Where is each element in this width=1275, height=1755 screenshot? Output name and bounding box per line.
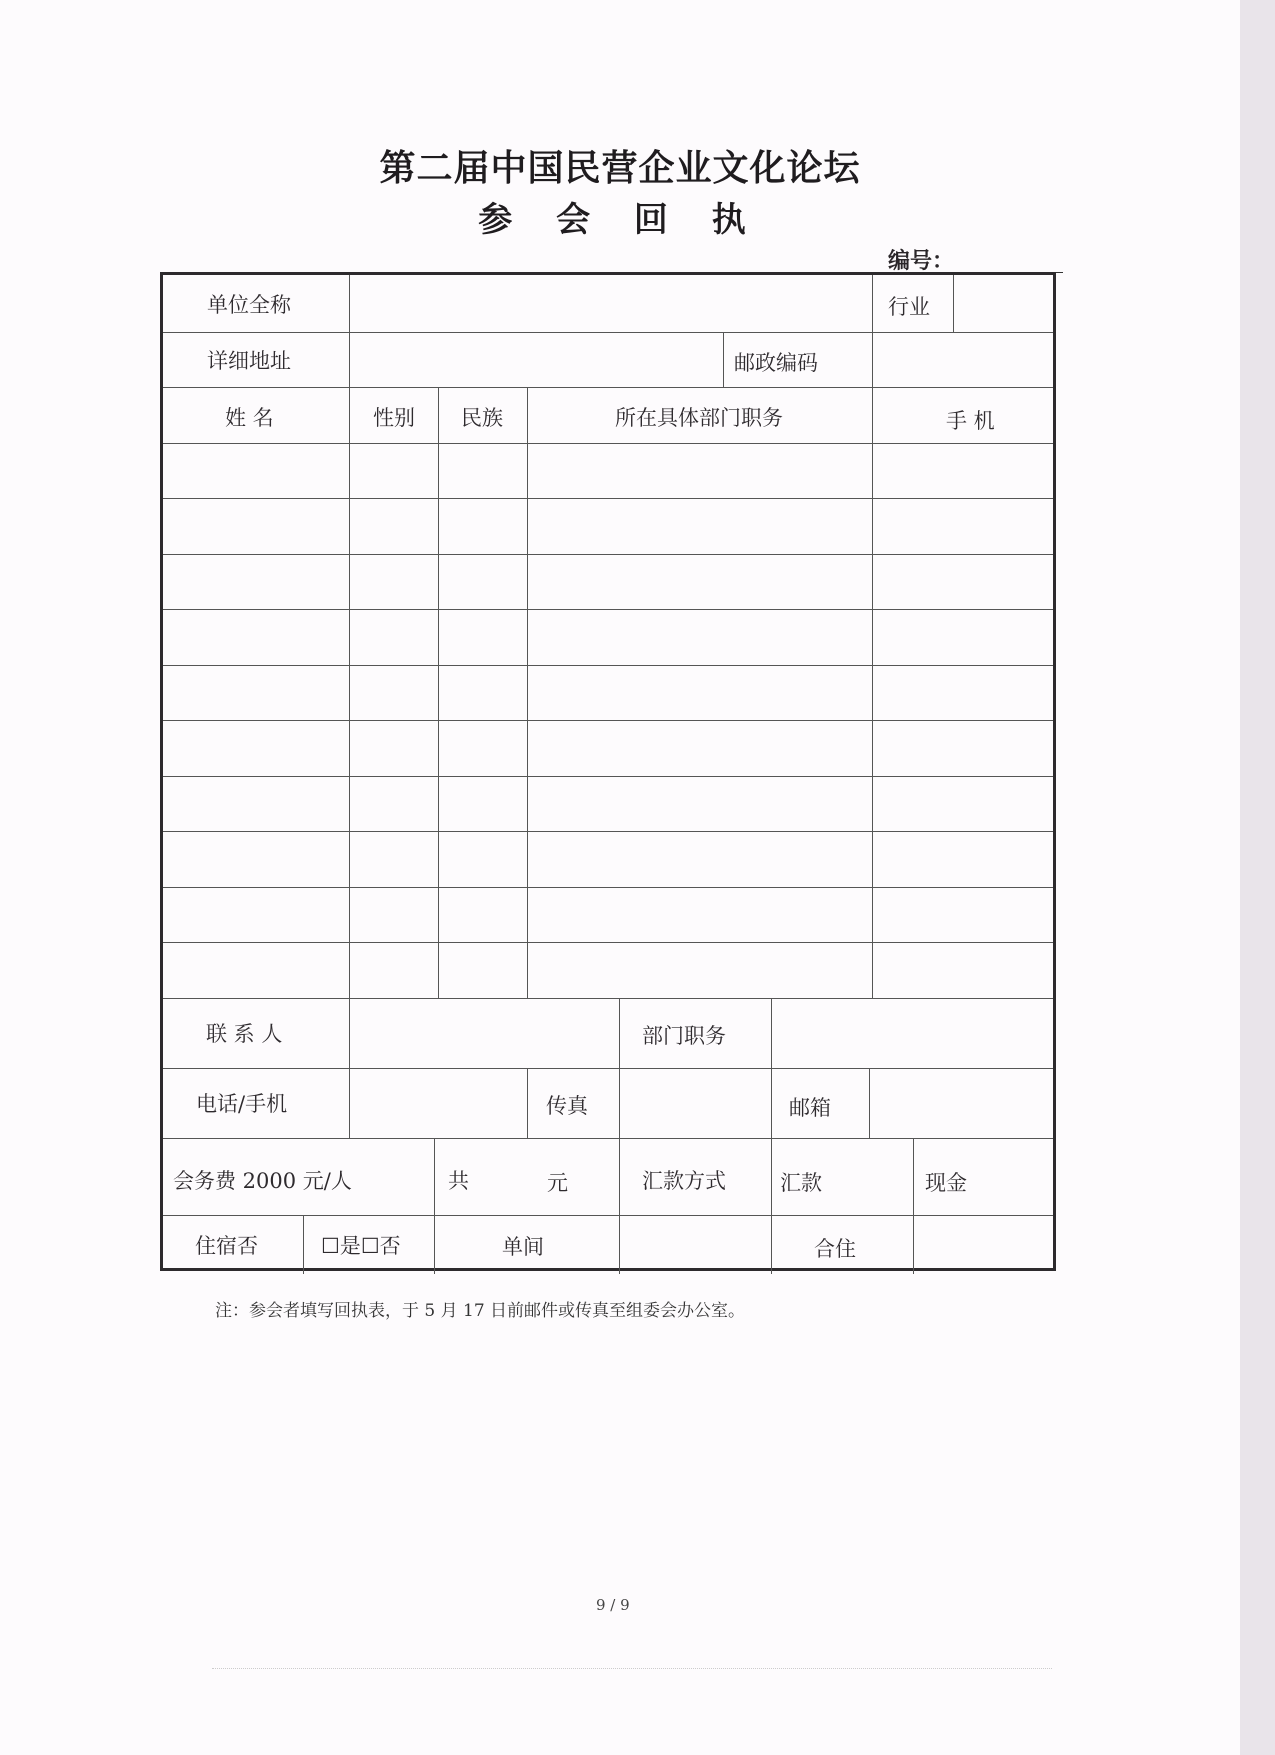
- email-label: 邮箱: [789, 1096, 831, 1120]
- lodging-no-checkbox[interactable]: ☐: [360, 1234, 380, 1258]
- column-header-name: 姓 名: [225, 406, 274, 430]
- org-name-label: 单位全称: [207, 293, 291, 317]
- address-label: 详细地址: [207, 349, 291, 373]
- column-header-dept-position: 所在具体部门职务: [615, 406, 783, 430]
- cash-option: 现金: [925, 1171, 967, 1195]
- fee-label: 会务费 2000 元/人: [173, 1169, 352, 1193]
- column-header-mobile: 手 机: [946, 409, 995, 433]
- column-header-ethnicity: 民族: [461, 406, 503, 430]
- registration-form-table: [160, 272, 1056, 1271]
- serial-number-label: 编号：: [888, 248, 955, 274]
- column-header-gender: 性别: [373, 406, 415, 430]
- page-number: 9 / 9: [596, 1596, 630, 1614]
- fax-label: 传真: [546, 1094, 588, 1118]
- shared-room-label: 合住: [814, 1237, 856, 1261]
- footer-note: 注：参会者填写回执表，于 5 月 17 日前邮件或传真至组委会办公室。: [215, 1301, 746, 1321]
- total-suffix: 元: [547, 1171, 568, 1195]
- document-title: 第二届中国民营企业文化论坛: [379, 147, 861, 189]
- phone-label: 电话/手机: [196, 1092, 288, 1116]
- industry-label: 行业: [888, 295, 930, 319]
- lodging-no-label: 否: [379, 1234, 401, 1258]
- lodging-yes-checkbox[interactable]: ☐: [321, 1234, 340, 1258]
- postcode-label: 邮政编码: [734, 351, 818, 375]
- contact-person-label: 联 系 人: [206, 1022, 283, 1046]
- single-room-label: 单间: [502, 1235, 544, 1259]
- payment-method-label: 汇款方式: [642, 1169, 726, 1193]
- document-subtitle: 参 会 回 执: [478, 200, 762, 240]
- lodging-yes-label: 是: [339, 1234, 361, 1258]
- remittance-option: 汇款: [780, 1171, 822, 1195]
- contact-dept-label: 部门职务: [642, 1024, 726, 1048]
- lodging-label: 住宿否: [195, 1234, 258, 1258]
- divider: [212, 1668, 1052, 1669]
- lodging-options: [321, 1230, 401, 1260]
- total-prefix: 共: [448, 1169, 469, 1193]
